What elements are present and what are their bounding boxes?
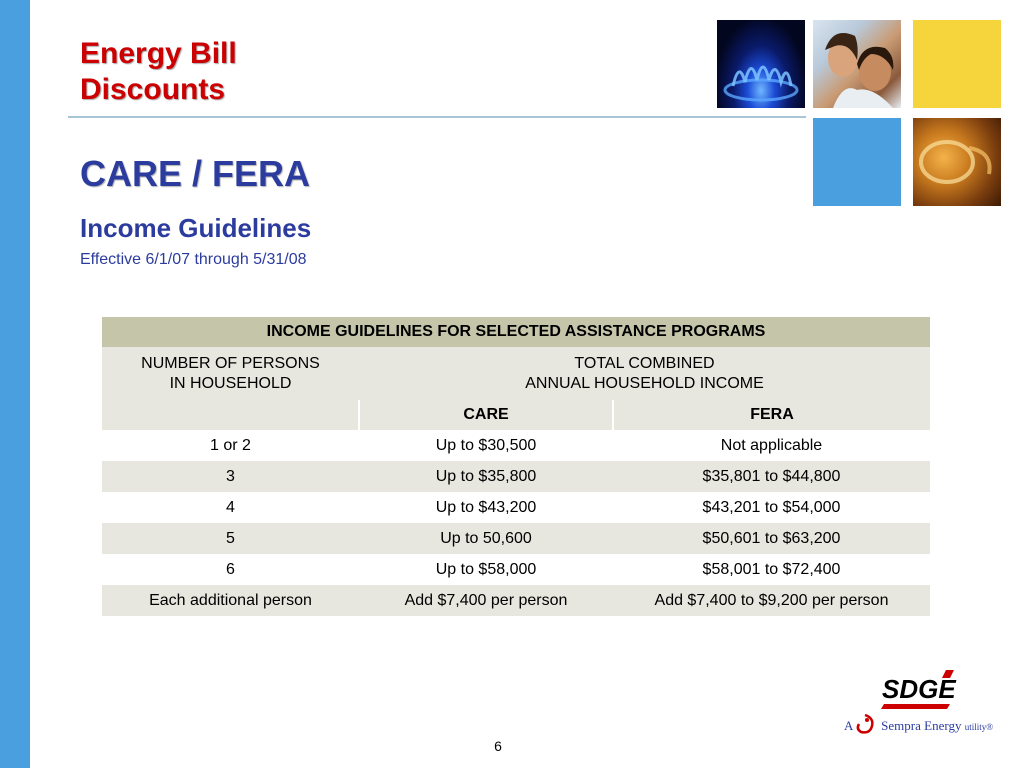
title-line-1: Energy Bill (80, 37, 237, 70)
persons-cell: 5 (102, 523, 359, 554)
table-row (102, 430, 930, 461)
fera-cell: $35,801 to $44,800 (613, 461, 930, 492)
table-column-header-row (102, 347, 930, 400)
table-row (102, 554, 930, 585)
table-caption: INCOME GUIDELINES FOR SELECTED ASSISTANCE PROGRAMS (102, 317, 930, 347)
section-heading: Income Guidelines (80, 213, 312, 243)
fera-cell: Add $7,400 to $9,200 per person (613, 585, 930, 616)
table-caption-row (102, 317, 930, 347)
fera-cell: $43,201 to $54,000 (613, 492, 930, 523)
persons-cell: Each additional person (102, 585, 359, 616)
page-number: 6 (494, 738, 502, 754)
table-row (102, 523, 930, 554)
tagline-company: Sempra Energy (881, 718, 962, 733)
persons-cell: 3 (102, 461, 359, 492)
left-accent-bar (0, 0, 30, 768)
sdge-logo-text: SDGE (882, 674, 956, 704)
income-column-header (359, 347, 930, 400)
fera-cell: $50,601 to $63,200 (613, 523, 930, 554)
title-line-2: Discounts (80, 73, 226, 106)
persons-cell: 6 (102, 554, 359, 585)
blue-tile (813, 118, 901, 206)
care-column-header: CARE (359, 400, 613, 430)
income-header-line-1: TOTAL COMBINED (574, 354, 715, 372)
gas-flame-photo (717, 20, 805, 108)
yellow-tile (913, 20, 1001, 108)
persons-header-line-1: NUMBER OF PERSONS (141, 354, 320, 372)
slide-title (80, 36, 237, 108)
care-cell: Up to 50,600 (359, 523, 613, 554)
care-cell: Up to $43,200 (359, 492, 613, 523)
sdge-logo (880, 668, 960, 710)
program-header-row (102, 400, 930, 430)
persons-cell: 4 (102, 492, 359, 523)
table-row (102, 461, 930, 492)
tea-cup-photo (913, 118, 1001, 206)
table-row (102, 492, 930, 523)
care-cell: Up to $35,800 (359, 461, 613, 492)
care-cell: Up to $30,500 (359, 430, 613, 461)
fera-column-header: FERA (613, 400, 930, 430)
sempra-tagline: A Sempra Energy utility® (844, 718, 994, 733)
tagline-suffix: utility (964, 722, 987, 732)
program-title: CARE / FERA (80, 153, 311, 194)
fera-cell: Not applicable (613, 430, 930, 461)
care-cell: Up to $58,000 (359, 554, 613, 585)
care-cell: Add $7,400 per person (359, 585, 613, 616)
tagline-prefix: A (844, 718, 853, 733)
program-header-blank (102, 400, 359, 430)
table-row (102, 585, 930, 616)
title-divider (68, 116, 806, 118)
persons-cell: 1 or 2 (102, 430, 359, 461)
income-guidelines-table (102, 317, 930, 616)
effective-dates: Effective 6/1/07 through 5/31/08 (80, 251, 307, 268)
income-header-line-2: ANNUAL HOUSEHOLD INCOME (525, 374, 764, 392)
mother-child-photo (813, 20, 901, 108)
persons-header-line-2: IN HOUSEHOLD (169, 374, 292, 392)
persons-column-header (102, 347, 359, 400)
fera-cell: $58,001 to $72,400 (613, 554, 930, 585)
